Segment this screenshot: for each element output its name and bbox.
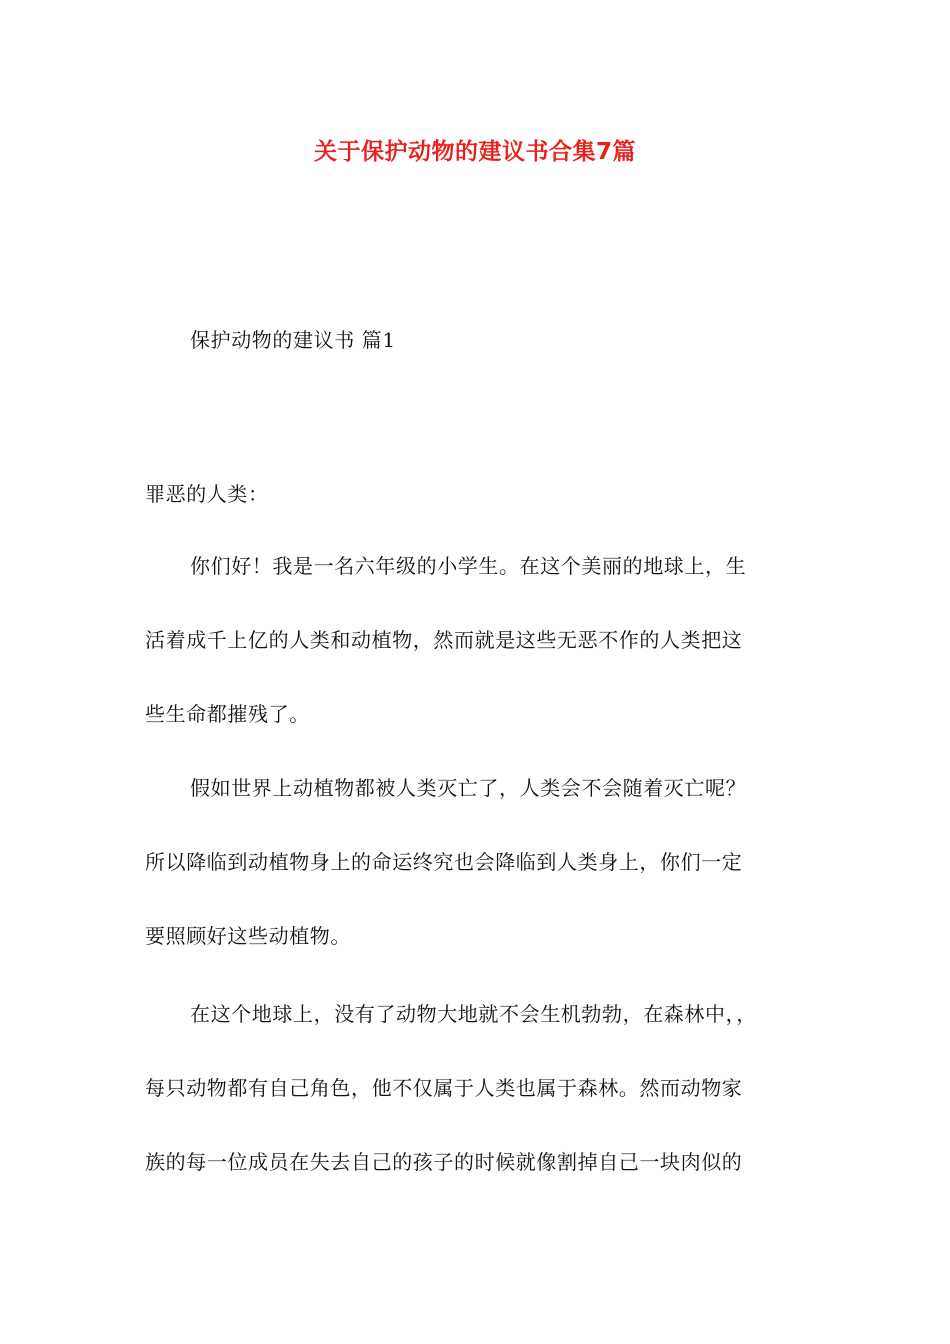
paragraph-line: 族的每一位成员在失去自己的孩子的时候就像割掉自己一块肉似的 [145, 1150, 743, 1174]
paragraph-line: 每只动物都有自己角色，他不仅属于人类也属于森林。然而动物家 [145, 1076, 743, 1100]
paragraph-line: 你们好！我是一名六年级的小学生。在这个美丽的地球上，生 [190, 554, 747, 578]
paragraph-line: 些生命都摧残了。 [145, 702, 310, 726]
paragraph-line: 要照顾好这些动植物。 [145, 924, 351, 948]
paragraph-line: 在这个地球上，没有了动物大地就不会生机勃勃，在森林中，， [190, 1002, 757, 1026]
paragraph-line: 所以降临到动植物身上的命运终究也会降临到人类身上，你们一定 [145, 850, 743, 874]
section-heading: 保护动物的建议书 篇1 [190, 328, 396, 352]
paragraph-line: 活着成千上亿的人类和动植物，然而就是这些无恶不作的人类把这 [145, 628, 743, 652]
document-title: 关于保护动物的建议书合集7篇 [313, 139, 636, 165]
paragraph-line: 假如世界上动植物都被人类灭亡了，人类会不会随着灭亡呢？ [190, 776, 747, 800]
salutation: 罪恶的人类： [145, 482, 269, 506]
